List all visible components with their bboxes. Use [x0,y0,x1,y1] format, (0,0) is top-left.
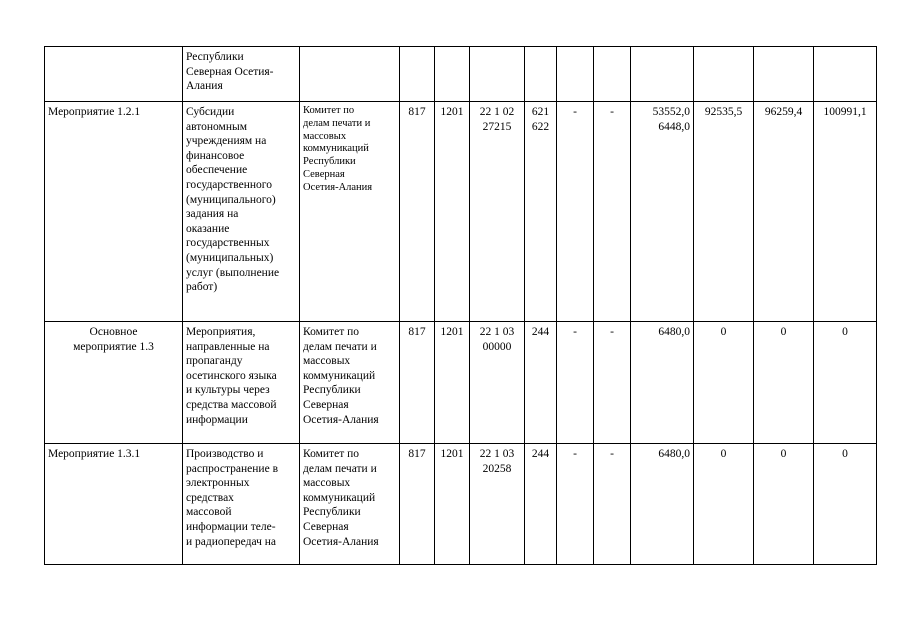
year-6-cell [814,47,877,102]
year-3-cell: 6480,0 [631,322,694,444]
measure-description-cell: Мероприятия, направленные на пропаганду осетинского языка и культуры через средства массовой информации [183,322,300,444]
rzpr-cell [435,47,470,102]
program-measures-table [44,46,877,565]
table-row [45,444,877,565]
csr-cell: 22 1 03 20258 [470,444,525,565]
year-2-cell: - [594,322,631,444]
year-4-cell: 0 [694,322,754,444]
measure-name-cell: Мероприятие 1.3.1 [45,444,183,565]
measure-name-cell: Основное мероприятие 1.3 [45,322,183,444]
year-3-cell: 53552,0 6448,0 [631,102,694,322]
table-row [45,322,877,444]
executor-cell: Комитет по делам печати и массовых коммуникаций Республики Северная Осетия-Алания [300,444,400,565]
grbs-cell [400,47,435,102]
measure-description-cell: Субсидии автономным учреждениям на финансовое обеспечение государственного (муниципального) задания на оказание государственных (муниципальных) услуг (выполнение работ) [183,102,300,322]
vr-cell: 621 622 [525,102,557,322]
executor-cell [300,47,400,102]
rzpr-cell: 1201 [435,322,470,444]
year-5-cell: 0 [754,444,814,565]
year-2-cell: - [594,444,631,565]
year-4-cell: 92535,5 [694,102,754,322]
year-2-cell: - [594,102,631,322]
year-1-cell: - [557,322,594,444]
year-6-cell: 0 [814,444,877,565]
year-3-cell [631,47,694,102]
year-3-cell: 6480,0 [631,444,694,565]
year-5-cell: 96259,4 [754,102,814,322]
table-row [45,102,877,322]
measure-name-cell: Мероприятие 1.2.1 [45,102,183,322]
csr-cell: 22 1 02 27215 [470,102,525,322]
rzpr-cell: 1201 [435,444,470,565]
year-4-cell: 0 [694,444,754,565]
grbs-cell: 817 [400,102,435,322]
year-4-cell [694,47,754,102]
year-2-cell [594,47,631,102]
measure-name-cell [45,47,183,102]
year-6-cell: 0 [814,322,877,444]
table-row [45,47,877,102]
vr-cell: 244 [525,444,557,565]
year-1-cell: - [557,102,594,322]
year-5-cell [754,47,814,102]
year-6-cell: 100991,1 [814,102,877,322]
grbs-cell: 817 [400,322,435,444]
year-1-cell: - [557,444,594,565]
grbs-cell: 817 [400,444,435,565]
rzpr-cell: 1201 [435,102,470,322]
vr-cell: 244 [525,322,557,444]
measure-description-cell: Республики Северная Осетия- Алания [183,47,300,102]
year-5-cell: 0 [754,322,814,444]
measure-description-cell: Производство и распространение в электронных средствах массовой информации теле- и радиопередач на [183,444,300,565]
vr-cell [525,47,557,102]
csr-cell [470,47,525,102]
executor-cell: Комитет по делам печати и массовых коммуникаций Республики Северная Осетия-Алания [300,102,400,322]
csr-cell: 22 1 03 00000 [470,322,525,444]
year-1-cell [557,47,594,102]
executor-cell: Комитет по делам печати и массовых коммуникаций Республики Северная Осетия-Алания [300,322,400,444]
